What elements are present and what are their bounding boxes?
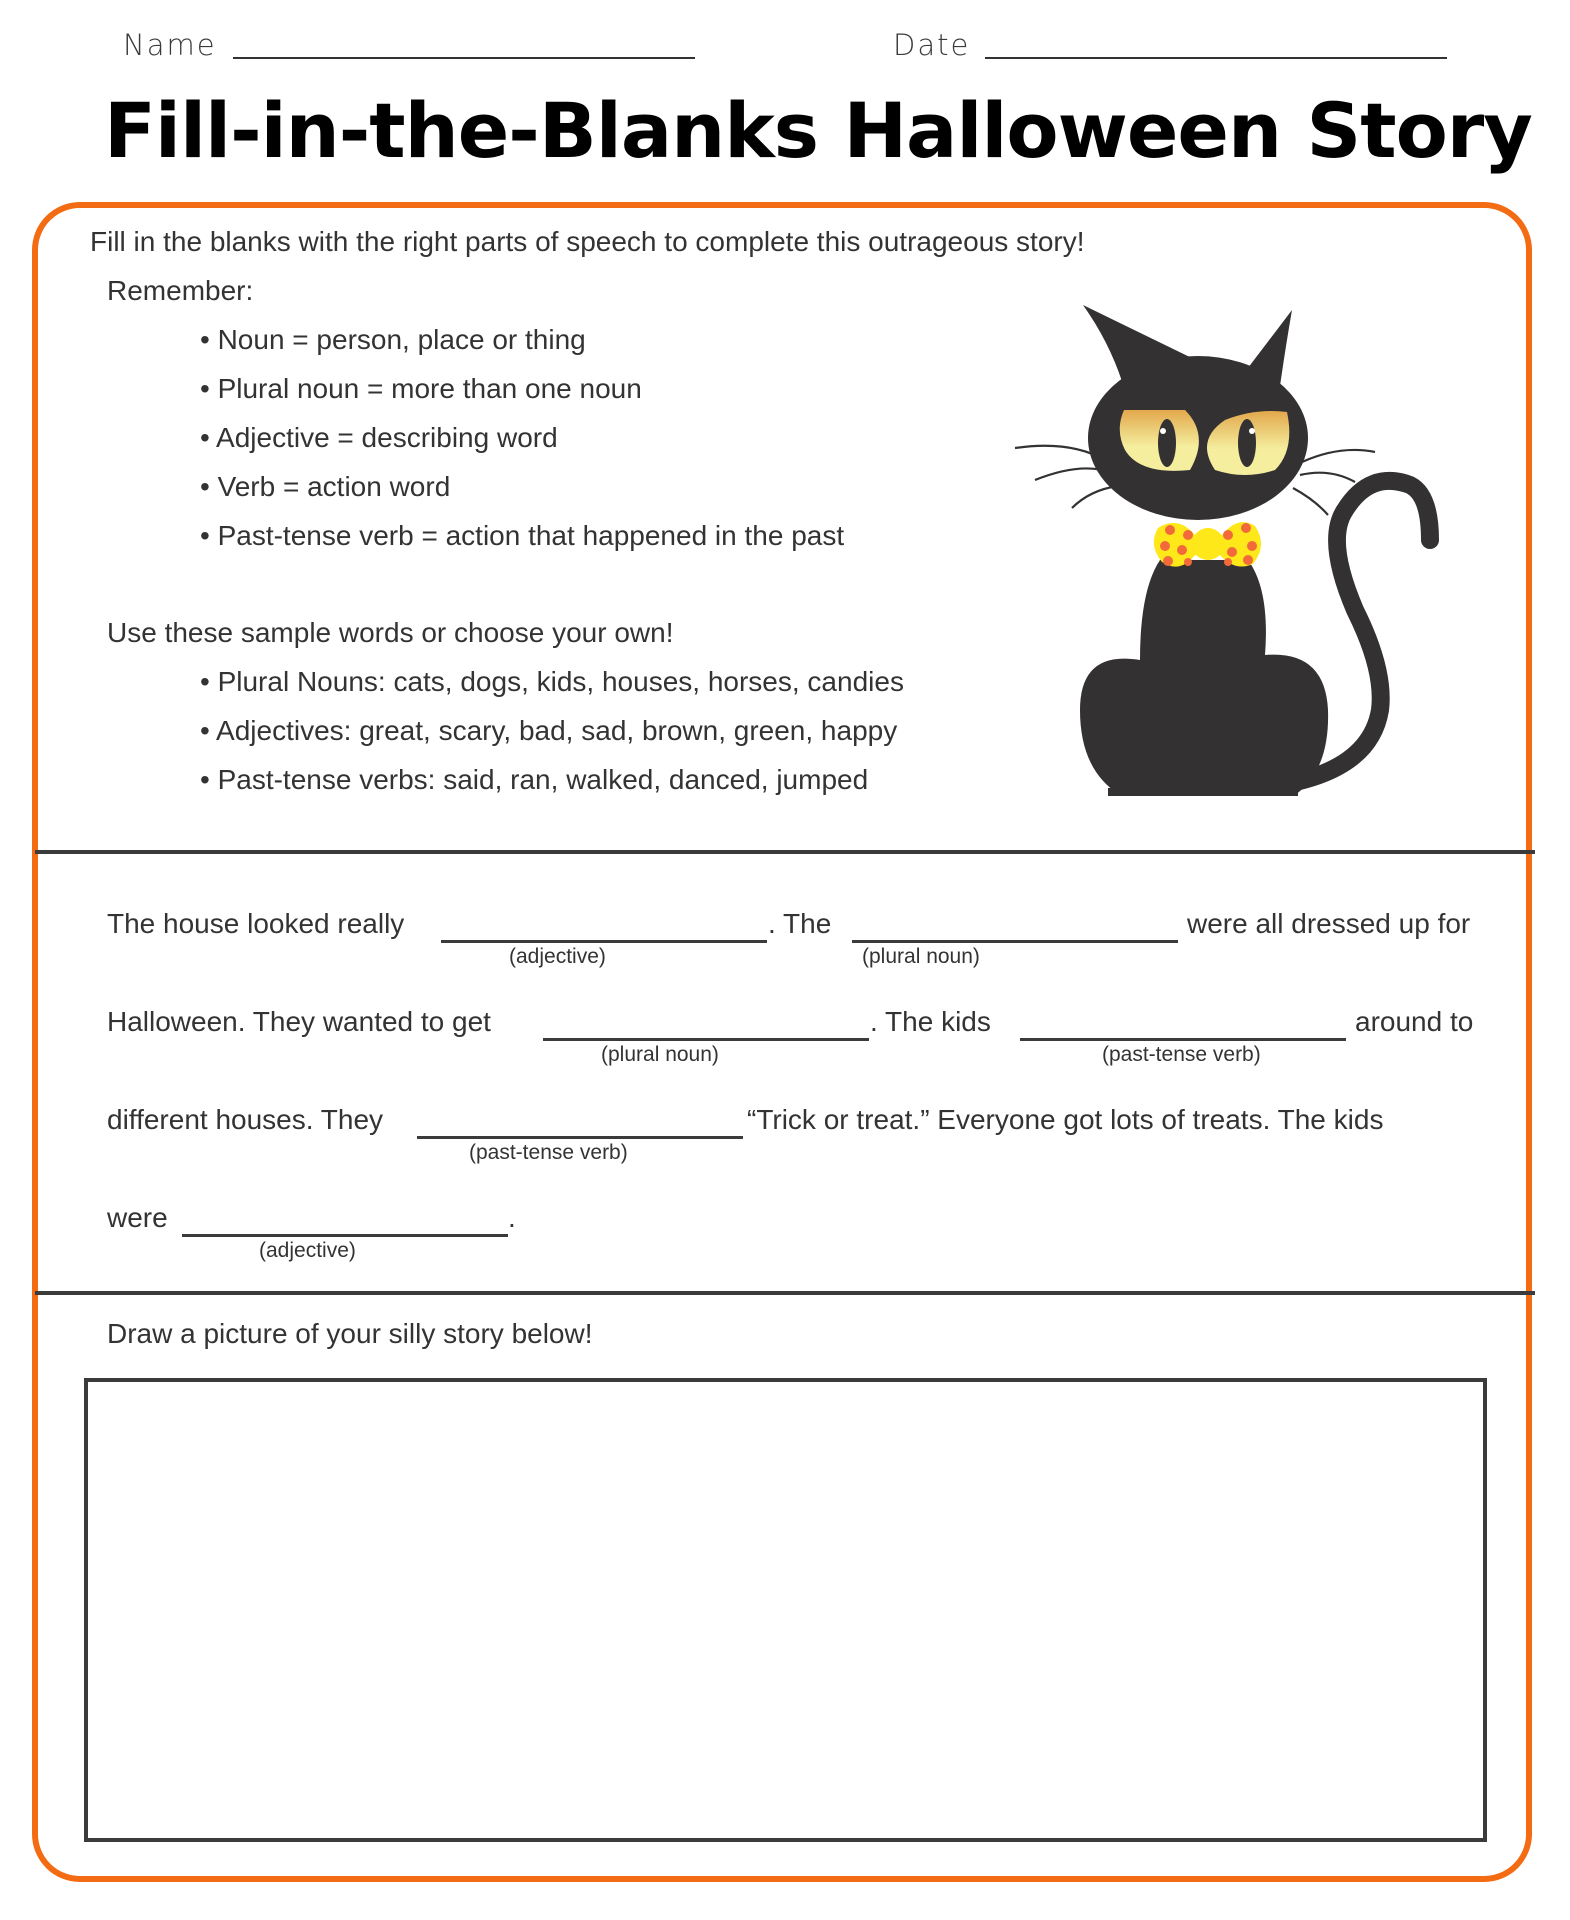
blank-adjective-1[interactable]: [441, 940, 767, 943]
story-text: different houses. They: [107, 1104, 384, 1135]
blank-label: (plural noun): [862, 945, 980, 968]
sample-item: • Adjectives: great, scary, bad, sad, brown, green, happy: [200, 715, 898, 746]
remember-item: • Past-tense verb = action that happened in the past: [200, 520, 845, 551]
blank-label: (past-tense verb): [1102, 1043, 1261, 1066]
remember-item: • Plural noun = more than one noun: [200, 373, 642, 404]
remember-item: • Adjective = describing word: [200, 422, 558, 453]
sample-item: • Plural Nouns: cats, dogs, kids, houses, horses, candies: [200, 666, 904, 697]
samples-label: Use these sample words or choose your own!: [107, 617, 674, 648]
story-text: Halloween. They wanted to get: [107, 1006, 491, 1037]
date-label: Date: [893, 28, 971, 62]
story-text: The house looked really: [107, 908, 405, 939]
page-title: Fill-in-the-Blanks Halloween Story: [104, 86, 1532, 175]
blank-label: (past-tense verb): [469, 1141, 628, 1164]
story-text: were all dressed up for: [1187, 908, 1471, 939]
story-text: . The kids: [870, 1006, 991, 1037]
blank-past-tense-verb-1[interactable]: [1020, 1038, 1346, 1041]
remember-item: • Verb = action word: [200, 471, 451, 502]
blank-label: (adjective): [259, 1239, 356, 1262]
blank-plural-noun-1[interactable]: [852, 940, 1178, 943]
blank-label: (adjective): [509, 945, 606, 968]
name-field[interactable]: [233, 57, 695, 59]
story-text: “Trick or treat.” Everyone got lots of treats. The kids: [747, 1104, 1384, 1135]
blank-label: (plural noun): [601, 1043, 719, 1066]
story-text: were: [107, 1202, 168, 1233]
section-divider: [35, 1291, 1535, 1295]
story-text: around to: [1355, 1006, 1474, 1037]
blank-adjective-2[interactable]: [182, 1234, 508, 1237]
remember-label: Remember:: [107, 275, 254, 306]
cat-body: [1080, 560, 1328, 796]
blank-plural-noun-2[interactable]: [543, 1038, 869, 1041]
sample-item: • Past-tense verbs: said, ran, walked, danced, jumped: [200, 764, 869, 795]
drawing-area[interactable]: [84, 1378, 1487, 1842]
date-field[interactable]: [985, 57, 1447, 59]
remember-item: • Noun = person, place or thing: [200, 324, 586, 355]
story-text: . The: [768, 908, 832, 939]
cat-bow-tie: [1154, 522, 1261, 567]
black-cat-illustration: [1010, 290, 1450, 810]
name-label: Name: [123, 28, 217, 62]
story-text: .: [508, 1202, 516, 1233]
section-divider: [35, 850, 1535, 854]
drawing-prompt: Draw a picture of your silly story below!: [107, 1318, 593, 1349]
instructions-intro: Fill in the blanks with the right parts of speech to complete this outrageous story!: [90, 226, 1085, 257]
blank-past-tense-verb-2[interactable]: [417, 1136, 743, 1139]
